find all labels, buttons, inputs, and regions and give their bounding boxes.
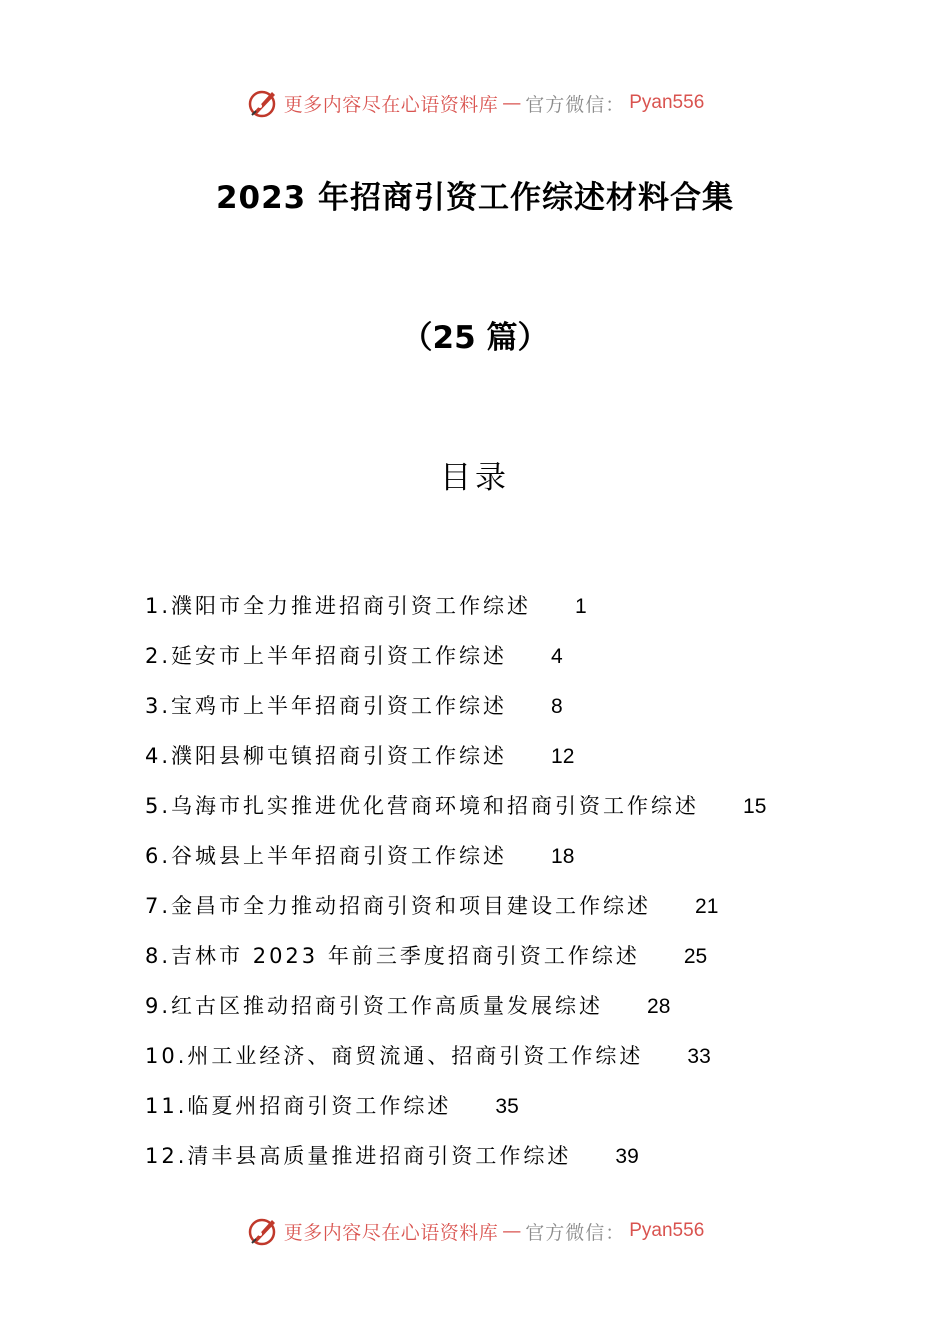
toc-item[interactable] <box>145 688 865 738</box>
toc-item-page: 4 <box>551 645 563 668</box>
toc-item-label: 6.谷城县上半年招商引资工作综述 <box>145 844 508 868</box>
watermark-wechat-id: Pyan556 <box>629 92 705 113</box>
toc-item-page: 8 <box>551 695 563 718</box>
toc-item-label: 7.金昌市全力推动招商引资和项目建设工作综述 <box>145 894 652 918</box>
toc-item[interactable] <box>145 838 865 888</box>
toc-item[interactable] <box>145 1138 865 1188</box>
toc-item-label: 2.延安市上半年招商引资工作综述 <box>145 644 508 668</box>
toc-item-page: 33 <box>687 1045 711 1068</box>
toc-item-label: 8.吉林市 2023 年前三季度招商引资工作综述 <box>145 944 640 968</box>
toc-item-page: 15 <box>743 795 767 818</box>
quill-pen-icon <box>246 1214 280 1248</box>
toc-item[interactable] <box>145 638 865 688</box>
toc-item[interactable] <box>145 1038 865 1088</box>
toc-item-label: 12.清丰县高质量推进招商引资工作综述 <box>145 1144 572 1168</box>
watermark-text: 更多内容尽在心语资料库 <box>283 93 499 116</box>
toc-item[interactable] <box>145 588 865 638</box>
watermark-text: 更多内容尽在心语资料库 <box>283 1221 499 1244</box>
watermark-dash: — <box>502 92 522 114</box>
toc-item[interactable] <box>145 1088 865 1138</box>
document-subtitle: （25 篇） <box>401 320 549 356</box>
toc-item-label: 5.乌海市扎实推进优化营商环境和招商引资工作综述 <box>145 794 700 818</box>
toc-item[interactable] <box>145 888 865 938</box>
watermark-wechat-label: 官方微信： <box>525 93 626 116</box>
toc-item-page: 25 <box>683 945 708 968</box>
toc-item[interactable] <box>145 988 865 1038</box>
toc-item[interactable] <box>145 938 865 988</box>
toc-item-page: 18 <box>551 845 575 868</box>
toc-item-label: 11.临夏州招商引资工作综述 <box>145 1094 452 1118</box>
toc-item-page: 21 <box>695 895 719 918</box>
toc-heading: 目录 <box>440 460 510 496</box>
toc-item-label: 1.濮阳市全力推进招商引资工作综述 <box>145 594 532 618</box>
toc-item-label: 4.濮阳县柳屯镇招商引资工作综述 <box>145 744 508 768</box>
table-of-contents <box>145 588 865 1188</box>
footer-watermark <box>0 1211 950 1251</box>
watermark-wechat-id: Pyan556 <box>629 1220 705 1241</box>
toc-item[interactable] <box>145 738 865 788</box>
toc-item-page: 12 <box>551 745 575 768</box>
toc-item-label: 3.宝鸡市上半年招商引资工作综述 <box>145 694 508 718</box>
header-watermark <box>0 83 950 123</box>
toc-item-page: 28 <box>647 995 671 1018</box>
toc-item-page: 39 <box>615 1145 639 1168</box>
toc-item-label: 9.红古区推动招商引资工作高质量发展综述 <box>145 994 604 1018</box>
document-title: 2023 年招商引资工作综述材料合集 <box>215 180 735 216</box>
toc-item[interactable] <box>145 788 865 838</box>
watermark-dash: — <box>502 1220 522 1242</box>
quill-pen-icon <box>246 86 280 120</box>
watermark-wechat-label: 官方微信： <box>525 1221 626 1244</box>
toc-item-label: 10.州工业经济、商贸流通、招商引资工作综述 <box>145 1044 644 1068</box>
toc-item-page: 1 <box>575 595 587 618</box>
toc-item-page: 35 <box>495 1095 519 1118</box>
